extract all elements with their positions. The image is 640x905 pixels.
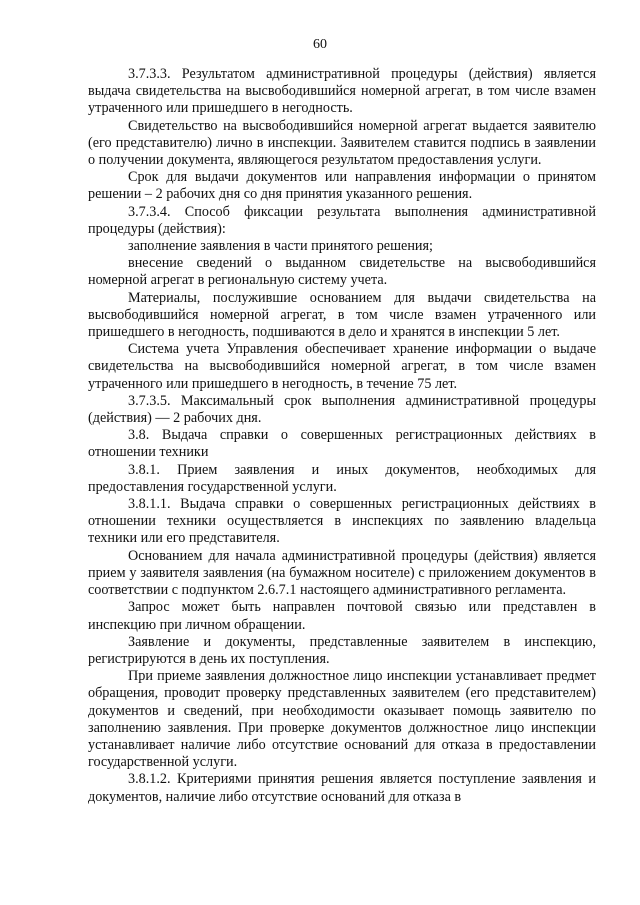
paragraph: Система учета Управления обеспечивает хранение информации о выдаче свидетельства на высвободившийся номерной агрегат, в том числе взамен утраченного или пришедшего в негодность, в течение 75 лет. [88, 341, 596, 392]
section-heading: 3.8. Выдача справки о совершенных регистрационных действиях в отношении техники [88, 427, 596, 461]
paragraph: 3.8.1. Прием заявления и иных документов, необходимых для предоставления государственной услуги. [88, 461, 596, 495]
paragraph: Запрос может быть направлен почтовой связью или представлен в инспекцию при личном обращении. [88, 599, 596, 633]
paragraph: Заявление и документы, представленные заявителем в инспекцию, регистрируются в день их поступления. [88, 633, 596, 667]
paragraph: 3.7.3.3. Результатом административной процедуры (действия) является выдача свидетельства на высвободившийся номерной агрегат, в том числе взамен утраченного или пришедшего в негодность. [88, 66, 596, 117]
paragraph: внесение сведений о выданном свидетельстве на высвободившийся номерной агрегат в региональную систему учета. [88, 255, 596, 289]
paragraph: Основанием для начала административной процедуры (действия) является прием у заявителя заявления (на бумажном носителе) с приложением документов в соответствии с подпунктом 2.6.7.1 настоящего административного регламента. [88, 547, 596, 599]
document-body [88, 66, 596, 806]
paragraph: Материалы, послужившие основанием для выдачи свидетельства на высвободившийся номерной агрегат, в том числе взамен утраченного или пришедшего в негодность, подшиваются в дело и хранятся в инспекции 5 лет. [88, 289, 596, 341]
paragraph: 3.8.1.2. Критериями принятия решения является поступление заявления и документов, наличие либо отсутствие оснований для отказа в [88, 771, 596, 805]
paragraph: 3.7.3.4. Способ фиксации результата выполнения административной процедуры (действия): [88, 203, 596, 237]
paragraph: Срок для выдачи документов или направления информации о принятом решении – 2 рабочих дня со дня принятия указанного решения. [88, 169, 596, 203]
paragraph: заполнение заявления в части принятого решения; [128, 238, 433, 255]
paragraph: 3.8.1.1. Выдача справки о совершенных регистрационных действиях в отношении техники осуществляется в инспекциях по заявлению владельца техники или его представителя. [88, 496, 596, 547]
paragraph: 3.7.3.5. Максимальный срок выполнения административной процедуры (действия) — 2 рабочих дня. [88, 392, 596, 427]
paragraph: При приеме заявления должностное лицо инспекции устанавливает предмет обращения, проводит проверку представленных заявителем (его представителем) документов и сведений, при необходимости оказывает помощь заявителю по заполнению заявления. При проверке документов должностное лицо инспекции устанавливает наличие либо отсутствие оснований для отказа в предоставлении государственной услуги. [88, 668, 596, 771]
page-number: 60 [313, 37, 327, 52]
paragraph: Свидетельство на высвободившийся номерной агрегат выдается заявителю (его представителю) лично в инспекции. Заявителем ставится подпись в заявлении о получении документа, являющегося результатом предоставления услуги. [88, 117, 596, 169]
